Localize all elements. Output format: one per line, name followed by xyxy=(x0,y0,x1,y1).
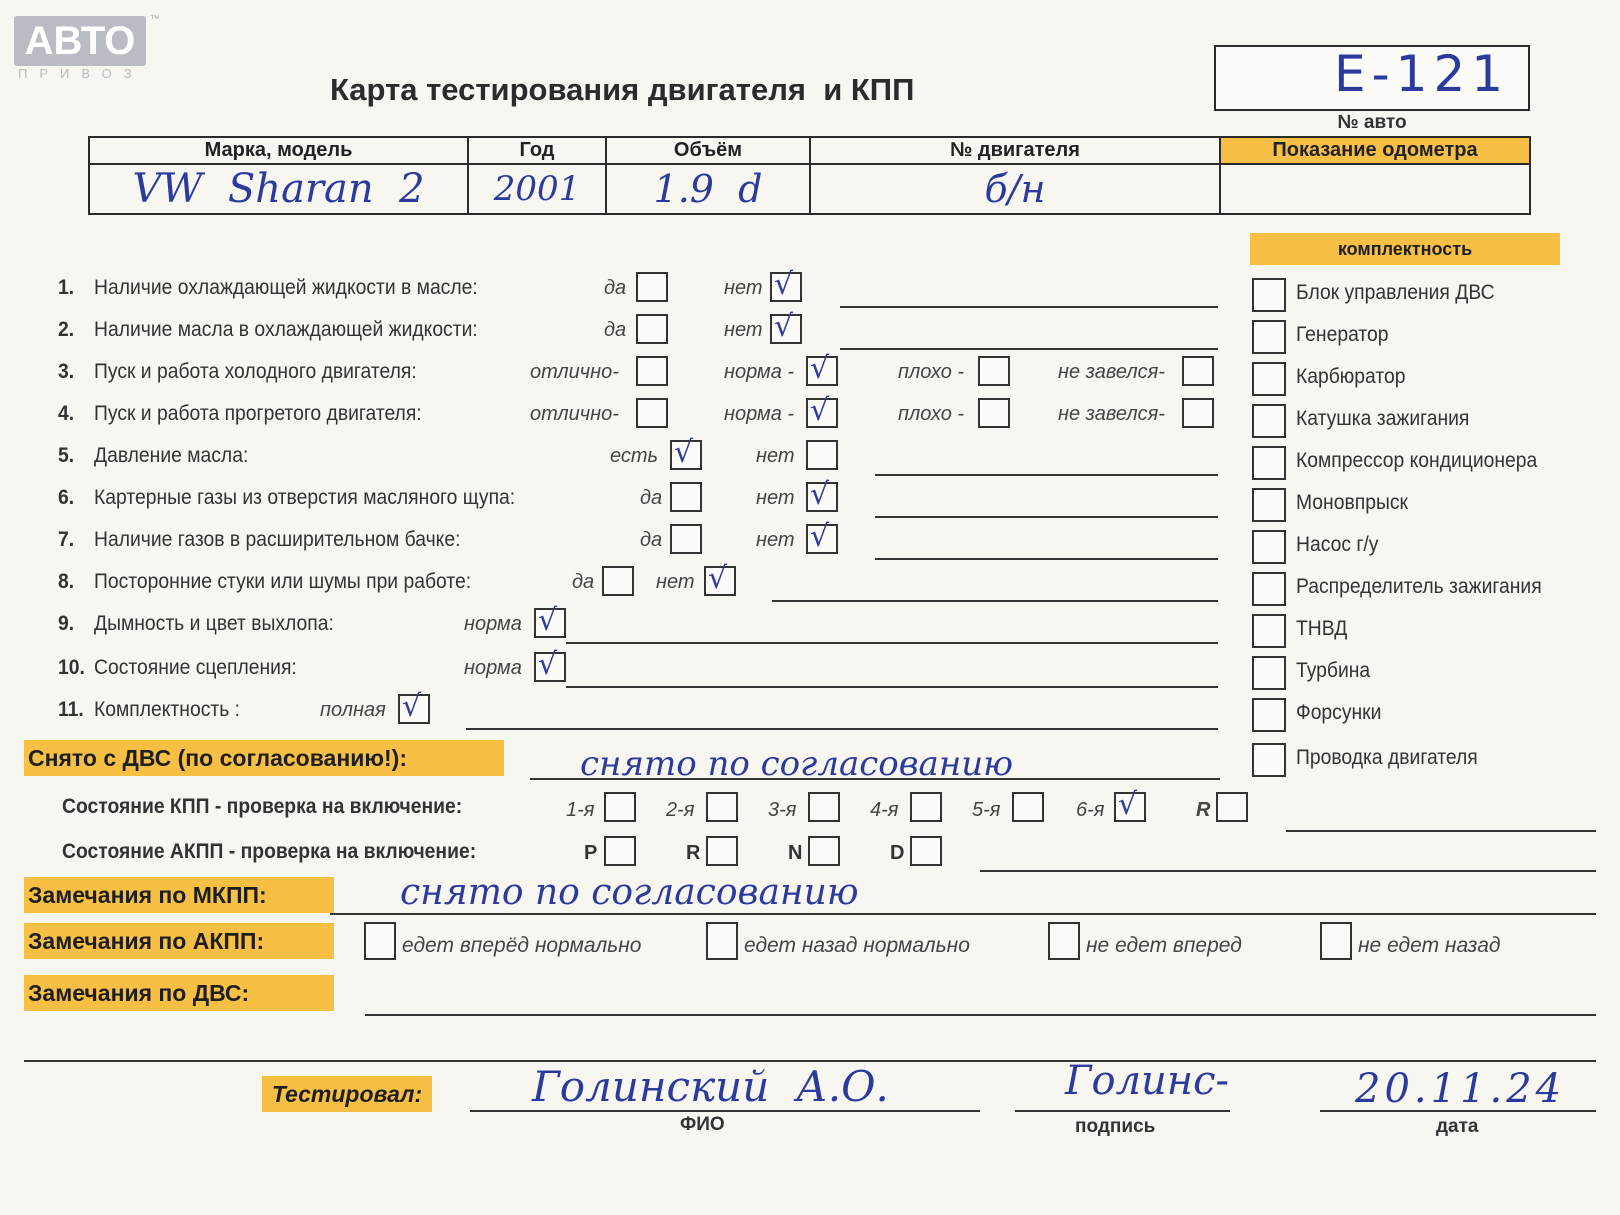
check-option-box[interactable] xyxy=(670,435,702,470)
check-option-label: нет xyxy=(756,445,795,467)
check-number: 7. xyxy=(58,528,75,551)
make-model-cell xyxy=(89,164,468,214)
komplekt-item-label: Компрессор кондиционера xyxy=(1296,449,1538,472)
check-question: Комплектность : xyxy=(94,698,241,721)
kpp-gear-label: 4-я xyxy=(870,799,899,821)
vehicle-header-table xyxy=(88,136,1531,215)
akpp-mode-checkbox[interactable] xyxy=(910,836,942,866)
check-option-box[interactable] xyxy=(978,398,1010,428)
akpp-mode-checkbox[interactable] xyxy=(808,836,840,866)
komplekt-item-label: Генератор xyxy=(1296,323,1389,346)
check-question: Наличие охлаждающей жидкости в масле: xyxy=(94,276,478,299)
kpp-gear-checkbox[interactable] xyxy=(1216,792,1248,822)
check-question: Дымность и цвет выхлопа: xyxy=(94,612,334,635)
check-option-box-checkmark: √ xyxy=(538,603,558,638)
check-number: 9. xyxy=(58,612,75,635)
fio-label: ФИО xyxy=(680,1114,725,1135)
dvs-remarks-line xyxy=(365,1014,1596,1016)
fio-value: Голинский А.О. xyxy=(532,1062,889,1111)
check-number: 4. xyxy=(58,402,75,425)
check-question: Наличие газов в расширительном бачке: xyxy=(94,528,461,551)
check-option-box[interactable] xyxy=(670,524,702,554)
kpp-gear-checkbox[interactable] xyxy=(604,792,636,822)
check-option-box[interactable] xyxy=(636,398,668,428)
check-option-box[interactable] xyxy=(636,314,668,344)
check-option-box[interactable] xyxy=(770,267,802,302)
check-question: Наличие масла в охлаждающей жидкости: xyxy=(94,318,478,341)
check-option-label: норма - xyxy=(724,361,795,383)
akpp-remark-label: едет вперёд нормально xyxy=(402,934,642,957)
col-engine-no: № двигателя xyxy=(810,137,1220,164)
odometer-cell xyxy=(1220,164,1530,214)
check-option-label: да xyxy=(604,319,627,341)
check-option-box-checkmark: √ xyxy=(402,689,422,724)
kpp-gear-label: 6-я xyxy=(1076,799,1105,821)
car-number-box xyxy=(1214,45,1530,111)
make-model-value: VW Sharan 2 xyxy=(132,166,425,212)
check-number: 5. xyxy=(58,444,75,467)
check-option-box-checkmark: √ xyxy=(674,435,694,470)
kpp-gear-checkbox[interactable] xyxy=(1012,792,1044,822)
komplekt-item-label: Форсунки xyxy=(1296,701,1382,724)
check-option-box[interactable] xyxy=(636,356,668,386)
kpp-gear-checkbox[interactable] xyxy=(1114,787,1146,822)
check-option-label: не завелся- xyxy=(1058,361,1165,383)
col-odometer: Показание одометра xyxy=(1220,137,1530,164)
akpp-remark-checkbox[interactable] xyxy=(364,922,396,960)
check-option-box[interactable] xyxy=(602,566,634,596)
logo-subtext: ПРИВОЗ xyxy=(18,66,144,81)
check-answer-line xyxy=(840,306,1218,308)
komplekt-item-label: ТНВД xyxy=(1296,617,1348,640)
check-option-box[interactable] xyxy=(806,477,838,512)
check-answer-line xyxy=(466,728,1218,730)
akpp-remark-label: едет назад нормально xyxy=(744,934,970,957)
check-option-box-checkmark: √ xyxy=(774,309,794,344)
volume-cell xyxy=(606,164,810,214)
check-answer-line xyxy=(840,348,1218,350)
akpp-mode-label: N xyxy=(788,842,803,864)
check-number: 11. xyxy=(58,698,84,721)
kpp-gear-checkbox-checkmark: √ xyxy=(1118,787,1138,822)
check-option-box-checkmark: √ xyxy=(810,351,830,386)
check-question: Состояние сцепления: xyxy=(94,656,297,679)
mkpp-remarks-line xyxy=(330,913,1596,915)
komplekt-checkbox[interactable] xyxy=(1252,488,1286,522)
komplekt-item-label: Турбина xyxy=(1296,659,1371,682)
check-option-label: да xyxy=(640,487,663,509)
signature-line xyxy=(1015,1110,1230,1112)
akpp-remark-label: не едет вперед xyxy=(1086,934,1242,957)
akpp-remarks-label: Замечания по АКПП: xyxy=(24,923,334,959)
akpp-label-bold: Состояние АКПП xyxy=(62,840,224,863)
check-option-box-checkmark: √ xyxy=(538,647,558,682)
check-option-box[interactable] xyxy=(806,519,838,554)
komplekt-checkbox[interactable] xyxy=(1252,404,1286,438)
check-option-label: плохо - xyxy=(898,403,965,425)
check-option-label: норма xyxy=(464,613,522,635)
check-option-label: да xyxy=(640,529,663,551)
date-value: 20.11.24 xyxy=(1355,1066,1566,1112)
check-option-box[interactable] xyxy=(1182,398,1214,428)
kpp-gear-label: 1-я xyxy=(566,799,595,821)
akpp-mode-label: R xyxy=(686,842,701,864)
check-option-label: нет xyxy=(756,487,795,509)
kpp-label-bold: Состояние КПП xyxy=(62,795,210,818)
kpp-gear-checkbox[interactable] xyxy=(910,792,942,822)
komplekt-checkbox[interactable] xyxy=(1252,362,1286,396)
check-question: Посторонние стуки или шумы при работе: xyxy=(94,570,472,593)
check-option-box[interactable] xyxy=(1182,356,1214,386)
komplekt-checkbox[interactable] xyxy=(1252,446,1286,480)
removed-value: снято по согласованию xyxy=(580,744,1014,784)
car-number-label: № авто xyxy=(1337,112,1407,133)
check-option-box[interactable] xyxy=(978,356,1010,386)
check-option-box-checkmark: √ xyxy=(810,393,830,428)
check-question: Давление масла: xyxy=(94,444,249,467)
check-answer-line xyxy=(875,474,1218,476)
check-option-label: нет xyxy=(724,277,763,299)
check-question: Картерные газы из отверстия масляного щупа: xyxy=(94,486,516,509)
check-answer-line xyxy=(772,600,1218,602)
check-number: 8. xyxy=(58,570,75,593)
signature-value: Голинс- xyxy=(1065,1058,1230,1104)
mkpp-remarks-label: Замечания по МКПП: xyxy=(24,877,334,913)
check-option-label: плохо - xyxy=(898,361,965,383)
komplekt-checkbox[interactable] xyxy=(1252,572,1286,606)
dvs-remarks-label: Замечания по ДВС: xyxy=(24,975,334,1011)
check-answer-line xyxy=(566,686,1218,688)
komplekt-item-label: Моновпрыск xyxy=(1296,491,1408,514)
komplekt-item-label: Проводка двигателя xyxy=(1296,746,1478,769)
page-title: Карта тестирования двигателя и КПП xyxy=(330,72,915,107)
check-option-box[interactable] xyxy=(534,647,566,682)
komplekt-item-label: Блок управления ДВС xyxy=(1296,281,1495,304)
check-option-label: полная xyxy=(320,699,386,721)
engine-no-cell xyxy=(810,164,1220,214)
check-question: Пуск и работа прогретого двигателя: xyxy=(94,402,422,425)
check-option-label: есть xyxy=(610,445,659,467)
komplekt-checkbox[interactable] xyxy=(1252,278,1286,312)
check-number: 10. xyxy=(58,656,85,679)
akpp-remark-checkbox[interactable] xyxy=(706,922,738,960)
akpp-mode-label: D xyxy=(890,842,905,864)
volume-value: 1.9 d xyxy=(653,167,763,211)
check-answer-line xyxy=(566,642,1218,644)
col-year: Год xyxy=(468,137,606,164)
akpp-mode-checkbox[interactable] xyxy=(604,836,636,866)
check-option-box[interactable] xyxy=(704,561,736,596)
kpp-line xyxy=(1286,830,1596,832)
check-option-label: не завелся- xyxy=(1058,403,1165,425)
akpp-mode-checkbox[interactable] xyxy=(706,836,738,866)
mkpp-remarks-value: снято по согласованию xyxy=(400,872,859,913)
check-number: 1. xyxy=(58,276,75,299)
kpp-gear-checkbox[interactable] xyxy=(706,792,738,822)
komplekt-checkbox[interactable] xyxy=(1252,320,1286,354)
kpp-gear-label: 5-я xyxy=(972,799,1001,821)
date-label: дата xyxy=(1436,1116,1479,1137)
kpp-gear-checkbox[interactable] xyxy=(808,792,840,822)
komplekt-item-label: Распределитель зажигания xyxy=(1296,575,1542,598)
check-option-label: нет xyxy=(756,529,795,551)
check-option-box-checkmark: √ xyxy=(810,519,830,554)
check-option-label: нет xyxy=(724,319,763,341)
komplekt-checkbox[interactable] xyxy=(1252,614,1286,648)
komplekt-checkbox[interactable] xyxy=(1252,656,1286,690)
check-answer-line xyxy=(875,558,1218,560)
car-number-value: E-121 xyxy=(1334,45,1510,103)
check-option-box[interactable] xyxy=(398,689,430,724)
tested-by-label: Тестировал: xyxy=(262,1076,432,1112)
check-option-box[interactable] xyxy=(770,309,802,344)
logo-text: АВТО xyxy=(14,16,146,66)
check-answer-line xyxy=(875,516,1218,518)
check-option-box[interactable] xyxy=(636,272,668,302)
logo xyxy=(14,14,160,82)
kpp-label xyxy=(62,795,462,819)
komplekt-item-label: Катушка зажигания xyxy=(1296,407,1470,430)
check-option-box[interactable] xyxy=(806,393,838,428)
komplekt-checkbox[interactable] xyxy=(1252,530,1286,564)
akpp-remark-checkbox[interactable] xyxy=(1048,922,1080,960)
engine-no-value: б/н xyxy=(984,167,1046,211)
check-option-box-checkmark: √ xyxy=(708,561,728,596)
kpp-gear-label: 2-я xyxy=(666,799,695,821)
kpp-gear-label: 3-я xyxy=(768,799,797,821)
check-number: 2. xyxy=(58,318,75,341)
kpp-gear-label: R xyxy=(1196,799,1211,821)
check-option-label: да xyxy=(572,571,595,593)
komplekt-item-label: Карбюратор xyxy=(1296,365,1406,388)
komplekt-title: комплектность xyxy=(1250,233,1560,265)
check-question: Пуск и работа холодного двигателя: xyxy=(94,360,417,383)
check-option-label: нет xyxy=(656,571,695,593)
akpp-label xyxy=(62,840,476,864)
akpp-label-rest: - проверка на включение: xyxy=(223,840,477,863)
akpp-remark-checkbox[interactable] xyxy=(1320,922,1352,960)
logo-tm: ™ xyxy=(150,14,160,25)
year-value: 2001 xyxy=(493,169,581,209)
check-option-label: норма - xyxy=(724,403,795,425)
akpp-mode-label: P xyxy=(584,842,598,864)
check-option-label: да xyxy=(604,277,627,299)
removed-label: Снято с ДВС (по согласованию!): xyxy=(24,740,504,776)
akpp-line xyxy=(980,870,1596,872)
check-option-box[interactable] xyxy=(534,603,566,638)
check-option-box[interactable] xyxy=(806,440,838,470)
year-cell xyxy=(468,164,606,214)
check-option-box-checkmark: √ xyxy=(774,267,794,302)
check-number: 3. xyxy=(58,360,75,383)
komplekt-item-label: Насос г/у xyxy=(1296,533,1379,556)
check-option-box-checkmark: √ xyxy=(810,477,830,512)
akpp-remark-label: не едет назад xyxy=(1358,934,1501,957)
col-volume: Объём xyxy=(606,137,810,164)
check-number: 6. xyxy=(58,486,75,509)
signature-label: подпись xyxy=(1075,1116,1156,1137)
check-option-box[interactable] xyxy=(806,351,838,386)
check-option-label: отлично- xyxy=(530,361,619,383)
check-option-label: отлично- xyxy=(530,403,619,425)
komplekt-checkbox[interactable] xyxy=(1252,698,1286,732)
col-make-model: Марка, модель xyxy=(89,137,468,164)
check-option-label: норма xyxy=(464,657,522,679)
komplekt-checkbox[interactable] xyxy=(1252,743,1286,777)
check-option-box[interactable] xyxy=(670,482,702,512)
kpp-label-rest: - проверка на включение: xyxy=(209,795,463,818)
